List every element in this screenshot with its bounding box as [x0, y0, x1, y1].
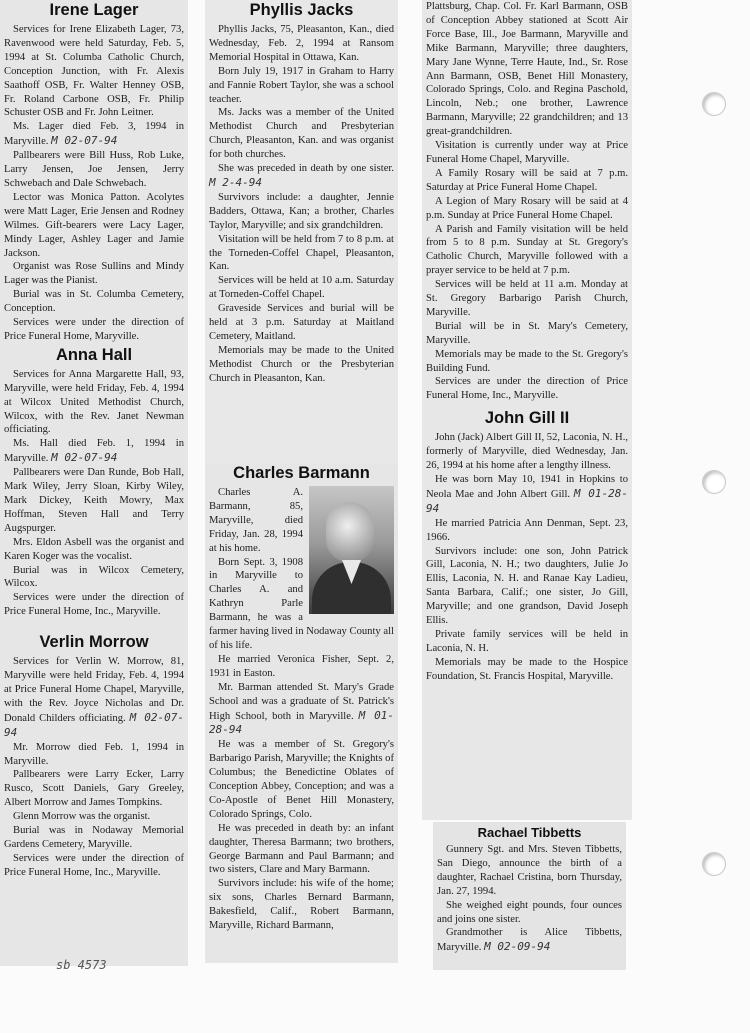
paragraph: Memorials may be made to the United Methodist Church or the Presbyterian Church in Pleasanton, Kan.: [209, 344, 394, 384]
binder-hole: [702, 470, 726, 494]
handwritten-filing-number: sb 4573: [56, 958, 107, 972]
paragraph: John (Jack) Albert Gill II, 52, Laconia, N. H., formerly of Maryville, died Wednesday, Jan. 26, 1994 at his home after a lengthy illness.: [426, 432, 628, 472]
birth-body-tibbetts: [433, 843, 626, 955]
paragraph-text: She was preceded in death by one sister.: [218, 163, 394, 175]
obituary-title-barmann: Charles Barmann: [233, 464, 370, 482]
paragraph: Pallbearers were Larry Ecker, Larry Rusco, Scott Daniels, Gary Greeley, Albert Morrow and James Tompkins.: [4, 769, 184, 809]
clipping-barmann: [205, 463, 398, 963]
obituary-body-lager: [0, 23, 188, 344]
paragraph-text: Ms. Hall died Feb. 1, 1994 in Maryville.: [4, 438, 184, 465]
obituary-body-jacks: [205, 23, 398, 386]
paragraph: Services were under the direction of Price Funeral Home, Inc., Maryville.: [4, 852, 184, 878]
paragraph: [209, 681, 394, 739]
paragraph: Survivors include: one son, John Patrick Gill, Laconia, N. H.; two daughters, Julie Jo Ellis, Laconia, N. H. and Ranae Kay Ladieu, Santa Barbara, Calif.; one sister, Jo Gill, Maryville; and one grandson, David Joseph Ellis.: [426, 545, 628, 627]
binder-hole: [702, 92, 726, 116]
paragraph: Pallbearers were Bill Huss, Rob Luke, Larry Jensen, Joe Jensen, Jerry Schwebach and Dale Schwebach.: [4, 150, 184, 189]
binder-hole: [702, 852, 726, 876]
obituary-body-barmann-continued: [422, 0, 632, 403]
handwritten-date-note: M 2-4-94: [209, 175, 262, 189]
paragraph: Mr. Morrow died Feb. 1, 1994 in Maryville.: [4, 741, 184, 767]
obituary-title-morrow: Verlin Morrow: [39, 633, 149, 652]
paragraph: Born July 19, 1917 in Graham to Harry and Fannie Robert Taylor, she was a school teacher.: [209, 65, 394, 105]
handwritten-date-note: M 02-07-94: [4, 710, 184, 739]
birth-title-tibbetts: Rachael Tibbetts: [477, 825, 582, 840]
clipping-tibbetts: [433, 822, 626, 970]
paragraph: Charles A. Barmann, 85, Maryville, died Friday, Jan. 28, 1994 at his home.: [209, 487, 303, 554]
handwritten-date-note: M 02-09-94: [484, 940, 551, 954]
paragraph: Burial will be in St. Mary's Cemetery, Maryville.: [426, 320, 628, 346]
paragraph: Services are under the direction of Price Funeral Home, Inc., Maryville.: [426, 376, 628, 402]
paragraph: Mrs. Eldon Asbell was the organist and Karen Koger was the vocalist.: [4, 536, 184, 562]
obituary-title-lager: Irene Lager: [49, 1, 139, 19]
obituary-title-hall: Anna Hall: [55, 345, 133, 364]
handwritten-date-note: M 01-28-94: [209, 708, 395, 737]
paragraph: Organist was Rose Sullins and Mindy Lager was the Pianist.: [4, 261, 184, 287]
paragraph: He married Veronica Fisher, Sept. 2, 1931 in Easton.: [209, 653, 394, 679]
paragraph: Services for Irene Elizabeth Lager, 73, Ravenwood were held Saturday, Feb. 5, 1994 at St. Columba Catholic Church, Conception Junction, with Fr. Alexis Saathoff OSB, Fr. Walter Henney OSB, Fr. Roland Carbone OSB, Fr. Philip Schuster OSB and Fr. John Leitner.: [4, 24, 184, 119]
paragraph: He was a member of St. Gregory's Barbarigo Parish, Maryville; the Knights of Columbus; the Benedictine Oblates of Conception Abbey, Conception; and was a Co-Apostle of Benet Hill Monastery, Colorado Springs, Colo.: [209, 739, 394, 820]
handwritten-date-note: M 01-28-94: [426, 486, 629, 515]
paragraph: [4, 655, 184, 740]
clipping-lager-hall-morrow: [0, 0, 188, 966]
paragraph: Graveside Services and burial will be held at 3 p.m. Saturday at Maitland Cemetery, Maitland.: [209, 303, 394, 342]
paragraph: Services for Anna Margarette Hall, 93, Maryville, were held Friday, Feb. 4, 1994 at Wilcox United Methodist Church, Wilcox, with the Rev. Janet Newman officiating.: [4, 368, 184, 436]
paragraph: Visitation is currently under way at Price Funeral Home Chapel, Maryville.: [426, 140, 628, 165]
paragraph: Burial was in St. Columba Cemetery, Conception.: [4, 289, 184, 315]
paragraph-text: He was born May 10, 1941 in Hopkins to Neola Mae and John Albert Gill.: [426, 474, 628, 500]
paragraph: Ms. Jacks was a member of the United Methodist Church and Presbyterian Church, Pleasanton, Kan. and was organist for both churches.: [209, 107, 394, 161]
paragraph: Phyllis Jacks, 75, Pleasanton, Kan., died Wednesday, Feb. 2, 1994 at Ransom Memorial Hospital in Ottawa, Kan.: [209, 24, 394, 63]
paragraph: A Parish and Family visitation will be held from 5 to 8 p.m. Sunday at St. Gregory's Catholic Church, Maryville followed with a prayer service to be held at 7 p.m.: [426, 223, 628, 277]
paragraph: Memorials may be made to the Hospice Foundation, St. Francis Hospital, Maryville.: [426, 656, 628, 682]
paragraph: Survivors include: a daughter, Jennie Badders, Ottawa, Kan; a brother, Charles Taylor, Maryville; and six grandchildren.: [209, 191, 394, 231]
paragraph: He married Patricia Ann Denman, Sept. 23, 1966.: [426, 517, 628, 543]
paragraph: Glenn Morrow was the organist.: [13, 811, 151, 823]
paragraph-text: Ms. Lager died Feb. 3, 1994 in Maryville.: [4, 121, 184, 148]
paragraph: A Family Rosary will be said at 7 p.m. Saturday at Price Funeral Home Chapel.: [426, 167, 628, 193]
paragraph: [4, 437, 184, 466]
paragraph: Services will be held at 10 a.m. Saturday at Torneden-Coffel Chapel.: [209, 275, 394, 301]
portrait-face: [326, 502, 374, 562]
paragraph-text: Mr. Barman attended St. Mary's Grade School and was a graduate of St. Patrick's High School, both in Maryville.: [209, 681, 394, 722]
portrait-photo: [309, 486, 394, 614]
paragraph-text: Services for Verlin W. Morrow, 81, Maryville were held Friday, Feb. 4, 1994 at Price Funeral Home Chapel, Maryville, with the Rev. Joyce Nicholas and Dr. Donald Childers officiating.: [4, 656, 184, 724]
paragraph: She weighed eight pounds, four ounces and joins one sister.: [437, 899, 622, 925]
paragraph: He was preceded in death by: an infant daughter, Theresa Barmann; two brothers, George Barmann and Paul Barmann; and two sisters, Clare and Mary Barmann.: [209, 822, 394, 876]
paragraph: Services were under the direction of Price Funeral Home, Inc., Maryville.: [4, 592, 184, 618]
clipping-barmann-cont-gill: [422, 0, 632, 820]
paragraph-text: Grandmother is Alice Tibbetts, Maryville.: [437, 927, 622, 954]
obituary-body-gill: [422, 431, 632, 683]
paragraph: [426, 473, 628, 517]
paragraph: Plattsburg, Chap. Col. Fr. Karl Barmann, OSB of Conception Abbey stationed at Scott Air Force Base, Ill., Joe Barmann, Maryville and Mike Barmann, Maryville; three daughters, Mary Jane Wynne, Terre Haute, Ind., Sr. Rose Ann Barmann, OSB, Benet Hill Monastery, Colorado Springs, Colo. and Regina Paschold, Lincoln, Neb.; one brother, Lawrence Barmann, Maryville; 22 grandchildren; and 13 great-grandchildren.: [426, 1, 628, 138]
obituary-body-hall: [0, 368, 188, 619]
obituary-body-morrow: [0, 655, 188, 880]
obituary-title-gill: John Gill II: [484, 409, 570, 428]
paragraph: Burial was in Nodaway Memorial Gardens Cemetery, Maryville.: [4, 825, 184, 850]
paragraph: Services were under the direction of Price Funeral Home, Maryville.: [4, 317, 184, 342]
handwritten-date-note: M 02-07-94: [51, 134, 118, 148]
paragraph: [437, 926, 622, 955]
paragraph: [4, 120, 184, 149]
paragraph: Visitation will be held from 7 to 8 p.m. at the Torneden-Coffel Chapel, Pleasanton, Kan.: [209, 233, 394, 273]
paragraph: Gunnery Sgt. and Mrs. Steven Tibbetts, San Diego, announce the birth of a daughter, Rachael Cristina, born Thursday, Jan. 27, 1994.: [437, 844, 622, 897]
paragraph: Memorials may be made to the St. Gregory's Building Fund.: [426, 348, 628, 374]
obituary-title-jacks: Phyllis Jacks: [249, 1, 354, 19]
paragraph: Born Sept. 3, 1908 in Maryville to Charles A. and Kathryn Parle Barmann, he was a farmer having lived in Nodaway County all of his life.: [209, 556, 394, 651]
paragraph: Pallbearers were Dan Runde, Bob Hall, Mark Wiley, Jerry Sloan, Kirby Wiley, Mark Dickey, Keith Mowry, Max Hoffman, Steven Hall and Terry Augspurger.: [4, 467, 184, 534]
clipping-jacks: [205, 0, 398, 463]
paragraph: Private family services will be held in Laconia, N. H.: [426, 628, 628, 654]
handwritten-date-note: M 02-07-94: [51, 451, 118, 465]
paragraph: Burial was in Wilcox Cemetery, Wilcox.: [4, 564, 184, 590]
obituary-body-barmann: [205, 486, 398, 933]
paragraph: [209, 162, 394, 191]
paragraph: Lector was Monica Patton. Acolytes were Matt Lager, Erie Jensen and Rodney Wilmes. Gift-bearers were Lacy Lager, Mindy Lager, Ashley Lager and Jamie Jackson.: [4, 191, 184, 259]
paragraph: Services will be held at 11 a.m. Monday at St. Gregory Barbarigo Parish Church, Maryville.: [426, 279, 628, 318]
paragraph: A Legion of Mary Rosary will be said at 4 p.m. Sunday at Price Funeral Home Chapel.: [426, 195, 628, 221]
paragraph: Survivors include: his wife of the home; six sons, Charles Bernard Barmann, Bakesfield, Calif., Robert Barmann, Maryville, Richard Barmann,: [209, 878, 394, 932]
